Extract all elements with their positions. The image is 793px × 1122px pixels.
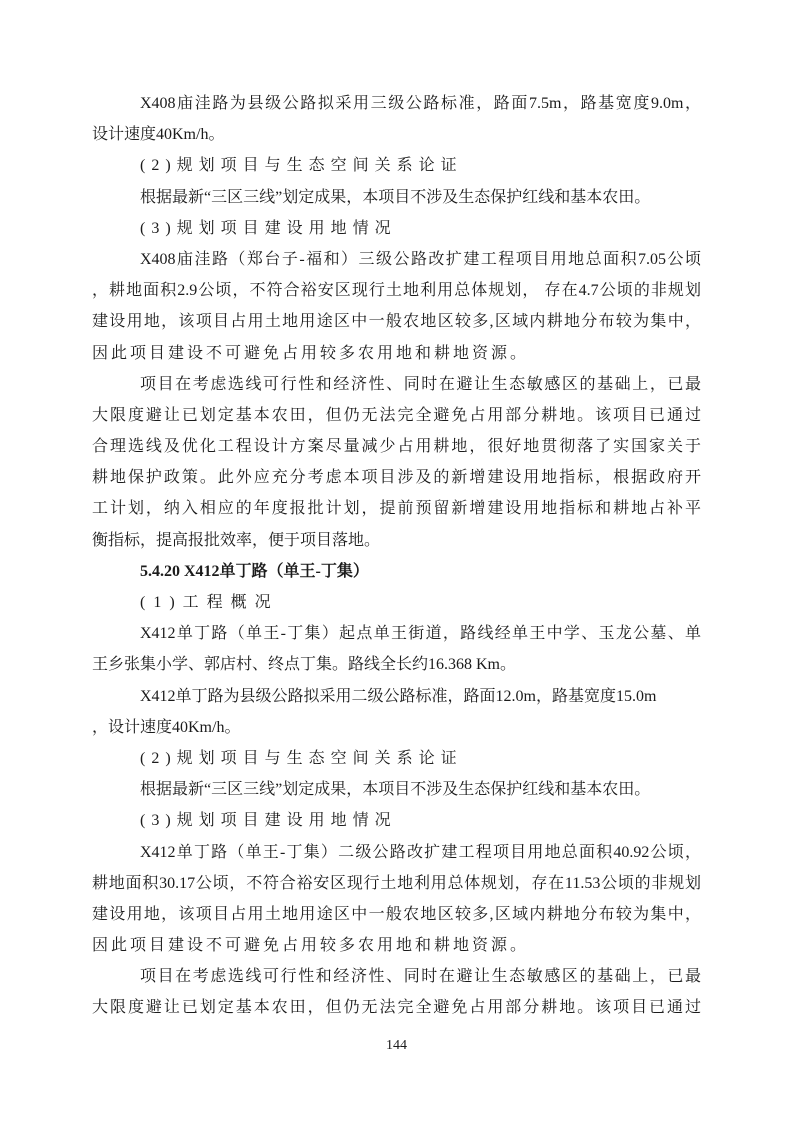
- text-line: 耕地保护政策。此外应充分考虑本项目涉及的新增建设用地指标，根据政府开: [92, 469, 701, 487]
- text-line: 设计速度40Km/h。: [92, 126, 225, 144]
- document-body: [92, 88, 701, 1024]
- text-line: 大限度避让已划定基本农田，但仍无法完全避免占用部分耕地。该项目已通过: [92, 406, 701, 424]
- text-line: 项目在考虑选线可行性和经济性、同时在避让生态敏感区的基础上，已最: [140, 968, 701, 986]
- text-line: X408庙洼路为县级公路拟采用三级公路标准，路面7.5m，路基宽度9.0m，: [140, 95, 701, 112]
- text-line: 大限度避让已划定基本农田，但仍无法完全避免占用部分耕地。该项目已通过: [92, 999, 701, 1017]
- text-line: ，耕地面积2.9公顷，不符合裕安区现行土地利用总体规划， 存在4.7公顷的非规划: [92, 282, 701, 300]
- text-line: 因此项目建设不可避免占用较多农用地和耕地资源。: [92, 937, 530, 955]
- page-number: 144: [386, 1038, 407, 1053]
- text-line: (3)规划项目建设用地情况: [140, 219, 397, 237]
- text-line: ，设计速度40Km/h。: [92, 718, 241, 736]
- text-line: 衡指标，提高报批效率，便于项目落地。: [92, 531, 381, 549]
- text-line: 建设用地，该项目占用土地用途区中一般农地区较多,区域内耕地分布较为集中，: [92, 905, 701, 923]
- text-line: 王乡张集小学、郭店村、终点丁集。路线全长约16.368 Km。: [92, 656, 517, 674]
- text-line: X412单丁路为县级公路拟采用二级公路标准，路面12.0m，路基宽度15.0m: [140, 687, 657, 705]
- text-line: (2)规划项目与生态空间关系论证: [140, 157, 463, 175]
- text-line: (2)规划项目与生态空间关系论证: [140, 749, 463, 767]
- text-line: (1)工程概况: [140, 594, 279, 611]
- text-line: 项目在考虑选线可行性和经济性、同时在避让生态敏感区的基础上，已最: [140, 375, 701, 393]
- text-line: X408庙洼路（郑台子-福和）三级公路改扩建工程项目用地总面积7.05公顷: [140, 250, 701, 268]
- text-line: 根据最新“三区三线”划定成果，本项目不涉及生态保护红线和基本农田。: [140, 188, 651, 206]
- text-line: 工计划，纳入相应的年度报批计划，提前预留新增建设用地指标和耕地占补平: [92, 500, 701, 518]
- text-line: 合理选线及优化工程设计方案尽量减少占用耕地，很好地贯彻落了实国家关于: [92, 438, 701, 456]
- text-line: 根据最新“三区三线”划定成果，本项目不涉及生态保护红线和基本农田。: [140, 781, 651, 799]
- text-line: 因此项目建设不可避免占用较多农用地和耕地资源。: [92, 344, 530, 362]
- section-heading: 5.4.20 X412单丁路（单王-丁集）: [140, 562, 369, 580]
- text-line: 建设用地，该项目占用土地用途区中一般农地区较多,区域内耕地分布较为集中，: [92, 313, 701, 331]
- text-line: (3)规划项目建设用地情况: [140, 812, 397, 830]
- text-line: X412单丁路（单王-丁集）起点单王街道，路线经单王中学、玉龙公墓、单: [140, 625, 701, 643]
- text-line: 耕地面积30.17公顷，不符合裕安区现行土地利用总体规划，存在11.53公顷的非规划: [92, 874, 701, 892]
- text-line: X412单丁路（单王-丁集）二级公路改扩建工程项目用地总面积40.92公顷，: [140, 843, 701, 861]
